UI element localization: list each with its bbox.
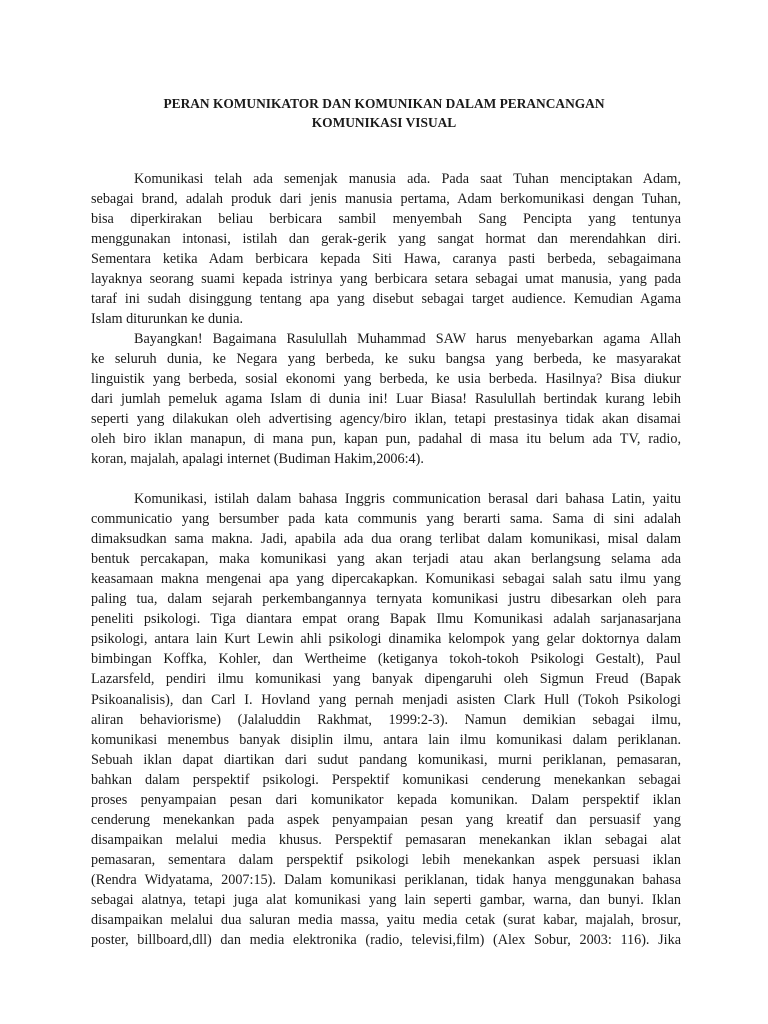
paragraph-2-line: linguistik yang berbeda, sosial ekonomi yang berbeda, ke usia berbeda. Hasilnya? Bisa diukur: [91, 371, 681, 387]
paragraph-3-line: komunikasi menembus banyak disiplin ilmu, antara lain ilmu komunikasi dalam periklanan.: [91, 732, 681, 748]
paragraph-3-line: bentuk percakapan, maka komunikasi yang akan terjadi atau akan berlangsung selama ada: [91, 551, 681, 567]
document-title-line-1: PERAN KOMUNIKATOR DAN KOMUNIKAN DALAM PERANCANGAN: [163, 96, 605, 111]
paragraph-3-line: Lazarsfeld, pendiri ilmu komunikasi yang banyak dipengaruhi oleh Sigmun Freud (Bapak: [91, 671, 681, 687]
paragraph-3-line: cenderung menekankan pada aspek penyampaian pesan yang kreatif dan persuasif yang: [91, 812, 681, 828]
paragraph-3-line: sebagai alatnya, tetapi juga alat komunikasi yang lain seperti gambar, warna, dan bunyi. Iklan: [91, 892, 681, 908]
paragraph-1-line: sebagai brand, adalah produk dari jenis manusia pertama, Adam berkomunikasi dengan Tuhan,: [91, 191, 681, 207]
paragraph-1-line: layaknya seorang suami kepada istrinya yang berbicara setara sebagai umat manusia, yang pada: [91, 271, 681, 287]
paragraph-1-line: menggunakan intonasi, istilah dan gerak-gerik yang sangat hormat dan merendahkan diri.: [91, 231, 681, 247]
paragraph-1-line: bisa diperkirakan beliau berbicara sambil menyembah Sang Pencipta yang tentunya: [91, 211, 681, 227]
paragraph-3-line: disampaikan melalui media khusus. Perspektif pemasaran menekankan iklan sebagai alat: [91, 832, 681, 848]
paragraph-2-line: dari jumlah pemeluk agama Islam di dunia ini! Luar Biasa! Rasulullah bertindak kurang lebih: [91, 391, 681, 407]
paragraph-3-line: proses penyampaian pesan dari komunikator kepada komunikan. Dalam perspektif iklan: [91, 792, 681, 808]
paragraph-3-line: bimbingan Koffka, Kohler, dan Wertheime (ketiganya tokoh-tokoh Psikologi Gestalt), Paul: [91, 651, 681, 667]
paragraph-1-line: Komunikasi telah ada semenjak manusia ada. Pada saat Tuhan menciptakan Adam,: [134, 171, 681, 187]
paragraph-3-line: pemasaran, sementara dalam perspektif psikologi lebih menekankan aspek persuasi iklan: [91, 852, 681, 868]
paragraph-1-line: taraf ini sudah disinggung tentang apa yang disebut sebagai target audience. Kemudian Agama: [91, 291, 681, 307]
paragraph-3-line: dimaksudkan sama makna. Jadi, apabila ada dua orang terlibat dalam komunikasi, misal dalam: [91, 531, 681, 547]
paragraph-3-line: disampaikan melalui dua saluran media massa, yaitu media cetak (surat kabar, majalah, brosur,: [91, 912, 681, 928]
paragraph-3-line: aliran behaviorisme) (Jalaluddin Rakhmat, 1999:2-3). Namun demikian sebagai ilmu,: [91, 712, 681, 728]
paragraph-3-line: communicatio yang bersumber pada kata communis yang berarti sama. Sama di sini adalah: [91, 511, 681, 527]
document-title-line-2: KOMUNIKASI VISUAL: [311, 115, 457, 130]
paragraph-2-line: Bayangkan! Bagaimana Rasulullah Muhammad SAW harus menyebarkan agama Allah: [134, 331, 681, 347]
paragraph-3-line: Komunikasi, istilah dalam bahasa Inggris communication berasal dari bahasa Latin, yaitu: [134, 491, 681, 507]
paragraph-1-line: Islam diturunkan ke dunia.: [91, 311, 244, 327]
paragraph-1-line: Sementara ketika Adam berbicara kepada Siti Hawa, caranya pasti berbeda, sebagaimana: [91, 251, 681, 267]
paragraph-2-line: seperti yang dilakukan oleh advertising agency/biro iklan, tetapi prestasinya tidak akan disamai: [91, 411, 681, 427]
paragraph-3-line: (Rendra Widyatama, 2007:15). Dalam komunikasi periklanan, tidak hanya menggunakan bahasa: [91, 872, 681, 888]
paragraph-2-line: koran, majalah, apalagi internet (Budiman Hakim,2006:4).: [91, 451, 424, 467]
paragraph-3-line: Psikoanalisis), dan Carl I. Hovland yang pernah menjadi asisten Clark Hull (Tokoh Psikologi: [91, 692, 681, 708]
paragraph-3-line: psikologi, antara lain Kurt Lewin ahli psikologi dinamika kelompok yang gelar doktornya dalam: [91, 631, 681, 647]
paragraph-2-line: ke seluruh dunia, ke Negara yang berbeda, ke suku bangsa yang berbeda, ke masyarakat: [91, 351, 681, 367]
paragraph-3-line: keasamaan makna mengenai apa yang dipercakapkan. Komunikasi sebagai salah satu ilmu yang: [91, 571, 681, 587]
paragraph-3-line: bahkan dalam perspektif psikologi. Perspektif komunikasi cenderung menekankan sebagai: [91, 772, 681, 788]
paragraph-3-line: Sebuah iklan dapat diartikan dari sudut pandang komunikasi, murni periklanan, pemasaran,: [91, 752, 681, 768]
paragraph-3-line: paling tua, dalam sejarah perkembangannya ternyata komunikasi justru dibesarkan oleh para: [91, 591, 681, 607]
paragraph-2-line: oleh biro iklan manapun, di mana pun, kapan pun, padahal di masa itu belum ada TV, radio,: [91, 431, 681, 447]
paragraph-3-line: poster, billboard,dll) dan media elektronika (radio, televisi,film) (Alex Sobur, 2003: 116). Jika: [91, 932, 681, 948]
paragraph-3-line: peneliti psikologi. Tiga diantara empat orang Bapak Ilmu Komunikasi adalah sarjanasarjana: [91, 611, 681, 627]
